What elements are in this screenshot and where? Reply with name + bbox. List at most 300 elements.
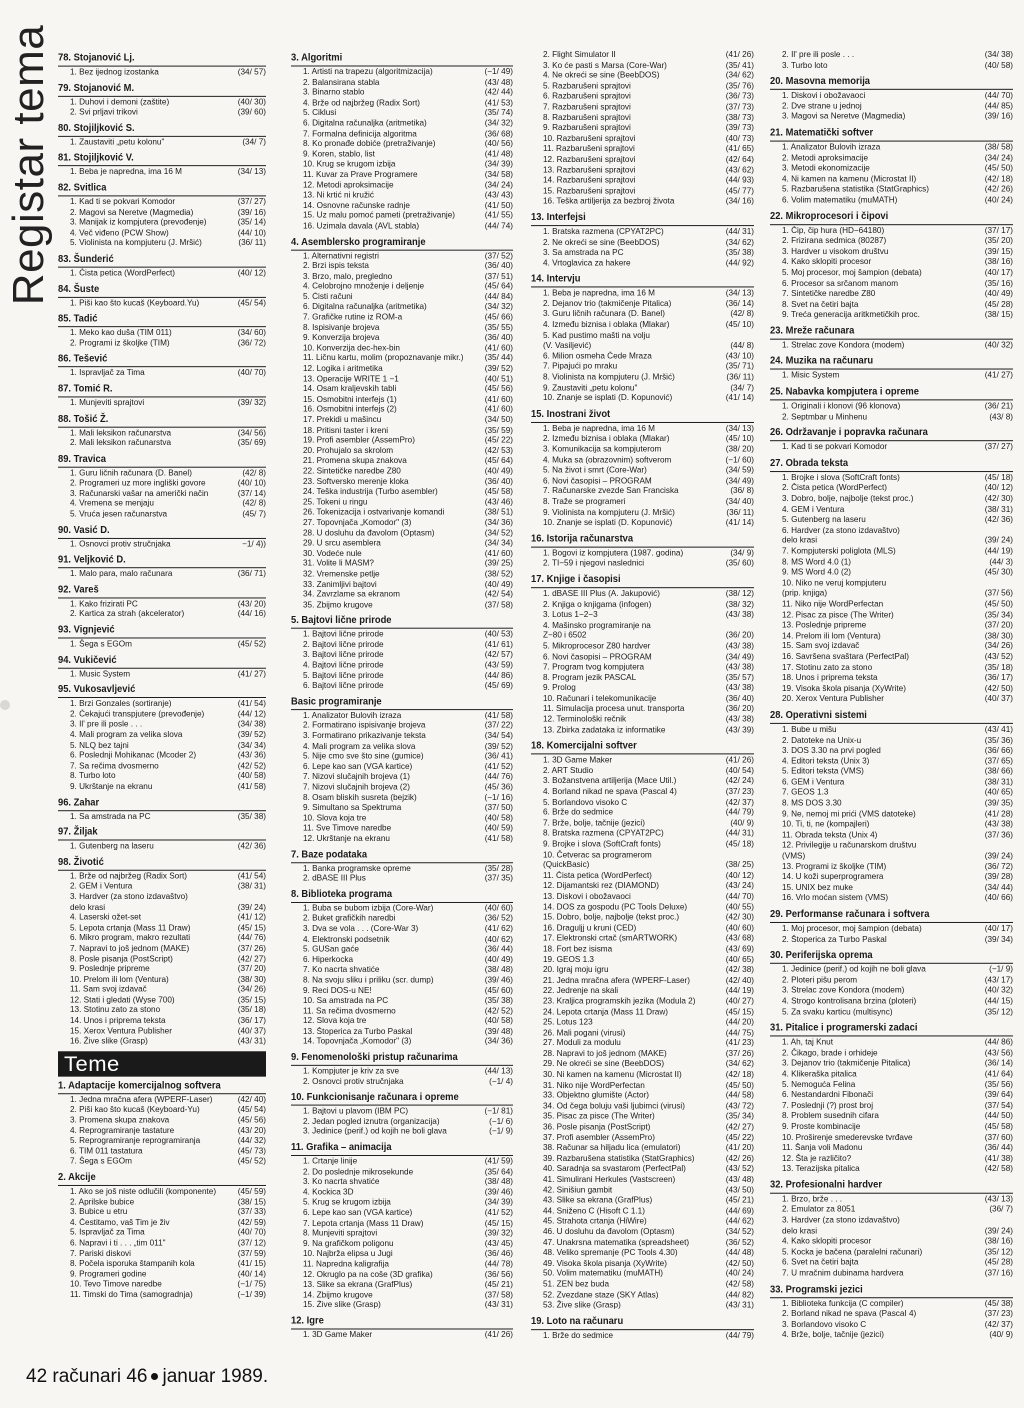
index-entry [531,892,754,902]
entry-reference: (40/ 73) [725,133,754,143]
entry-title: 3. Promena skupa znakova [70,1115,170,1125]
entry-title: 3. Brzo, malo, pregledno [303,271,393,281]
index-entry [291,67,513,77]
entry-title: 4. Mali program za velika slova [303,741,416,751]
section-title: 88. Tošić Ž. [58,413,109,425]
index-entry [531,476,754,486]
entry-reference: (41/ 23) [725,1038,754,1048]
index-entry [291,1239,513,1249]
entry-reference: (45/ 22) [484,435,513,445]
section-title: 10. Funkcionisanje računara i opreme [291,1092,459,1103]
index-entry [531,694,754,704]
entry-title: 11. Kuvar za Prave Programere [303,170,418,179]
entry-title: 4. Celobrojno množenje i deljenje [303,281,425,291]
entry-reference: (41/ 27) [237,669,266,679]
entry-reference: (37/ 65) [984,756,1013,766]
entry-title: 1. Duhovi i demoni (zaštite) [70,97,170,107]
entry-title: 3. Bubice u etru [70,1207,128,1217]
section-title: 16. Istorija računarstva [531,533,634,545]
index-entry [291,914,513,924]
index-entry [58,782,266,792]
section-title: 4. Asemblersko programiranje [291,236,426,248]
section-underline [58,667,266,668]
index-entry [531,808,754,818]
index-entry [291,986,513,996]
index-entry [531,1007,754,1017]
entry-title: 9. Na grafičkom poligonu [303,1239,394,1248]
index-entry [770,883,1013,894]
entry-reference: (39/ 16) [237,207,266,217]
index-entry [58,1259,266,1269]
entry-reference: (38/ 16) [984,1236,1013,1246]
index-entry [291,965,513,975]
entry-title: 1. Guru ličnih računara (D. Banel) [70,468,192,478]
index-entry [531,1175,754,1185]
entry-reference: (41/ 58) [484,834,513,843]
index-entry [291,549,513,559]
entry-reference: (−1/ 9) [989,964,1013,974]
entry-reference: (39/ 64) [984,1090,1013,1100]
entry-title: 25. Tokeni u ringu [303,497,368,507]
index-entry [531,134,754,144]
entry-title: 8. Svet na četiri bajta [782,299,859,309]
index-entry [291,762,513,772]
index-entry [531,1301,754,1311]
index-entry [58,228,266,238]
index-entry [531,673,754,683]
index-entry [291,457,513,467]
entry-title: 16. Teška artiljerija za bezbroj života [543,196,675,206]
entry-title: 7. Ko nacrta shvatiće [303,965,380,975]
entry-title: 9. Ukrštanje na ekranu [70,781,153,791]
entry-title: 10. Ti, ti, ne (kompajleri) [782,819,870,829]
entry-title: 33. Zanimljivi bajtovi [303,579,377,589]
index-entry [531,777,754,787]
entry-reference: (34/ 32) [484,302,513,312]
entry-reference: (37/ 12) [237,1238,266,1248]
entry-title: 1. Beba je napredna, ima 16 M [70,167,182,177]
entry-title: 3. Lotus 1−2−3 [543,610,598,619]
section-underline [291,1105,513,1106]
entry-title: 14. Zbijmo krugove [303,1290,373,1300]
entry-title: 1. Beba je napredna, ima 16 M [543,423,655,433]
entry-reference: (37/ 73) [725,102,754,112]
entry-title: 6. Napravi i ti . . . „tim 011" [70,1238,166,1248]
entry-title: 1. Artisti na trapezu (algoritmizacija) [303,67,433,77]
entry-title: 35. Zbijmo krugove [303,600,373,609]
index-entry [58,489,266,499]
entry-title: 11. Napredna kaligrafija [303,1259,389,1269]
entry-title: 10. Niko ne veruj kompjuteru [782,578,887,588]
section-underline [58,396,266,397]
entry-reference: (43/ 52) [984,652,1013,662]
index-entry [291,88,513,98]
index-entry [770,694,1013,705]
entry-title: 16. Vrlo moćan sistem (VMS) [782,893,889,903]
entry-reference: (39/ 35) [984,798,1013,808]
entry-title: 4. Mašinsko programiranje na [543,620,651,630]
section-underline [291,249,513,250]
index-entry [770,1330,1013,1341]
entry-title: (V. Vasiljević) [543,341,592,351]
entry-title: 7. Nizovi slučajnih brojeva (2) [303,782,410,792]
entry-title: 8. Ko pronađe dobiće (pretraživanje) [303,139,436,149]
entry-reference: (34/ 26) [984,641,1013,651]
entry-reference: (37/ 59) [237,1248,266,1258]
index-entry [58,1218,266,1228]
index-entry [770,547,1013,558]
index-entry [291,731,513,741]
entry-title: 6. GEM i Ventura [782,777,845,787]
entry-reference: (36/ 73) [725,91,754,101]
entry-reference: (36/ 56) [484,1269,513,1279]
entry-title: Z−80 i 6502 [543,631,587,640]
index-entry [770,526,1013,537]
entry-title: 22. Sintetičke naredbe Z80 [303,466,401,476]
entry-reference: (41/ 58) [484,710,513,720]
index-entry [770,300,1013,311]
entry-title: 28. Napravi to još jednom (MAKE) [543,1049,667,1058]
entry-title: 3. Hardver (za stono izdavaštvo) [70,892,188,901]
section-title: 84. Šuste [58,283,100,295]
index-entry [58,1105,266,1115]
entry-reference: (41/ 15) [237,1259,266,1269]
entry-title: 14. Topovnjača „Komodor" (3) [303,1037,412,1046]
index-entry [291,415,513,425]
entry-title: 9. Programeri godine [70,1269,147,1279]
index-entry [531,997,754,1007]
index-entry [291,1077,513,1087]
index-entry [58,892,266,902]
index-entry [58,540,266,550]
index-entry [531,642,754,652]
section-title: 8. Biblioteka programa [291,889,393,900]
entry-reference: (42/ 18) [984,174,1013,184]
entry-title: 2. Buket grafičkih naredbi [303,913,396,923]
index-entry [291,569,513,579]
entry-reference: (38/ 58) [984,142,1013,152]
entry-reference: (45/ 52) [237,639,266,649]
index-entry [531,1238,754,1248]
entry-reference: (45/ 58) [984,1121,1013,1131]
entry-reference: (42/ 57) [484,650,513,660]
entry-title: 35. Pisac za pisce (The Writer) [543,1111,655,1121]
section-title: 21. Matematički softver [770,127,874,139]
entry-reference: (44/ 19) [984,546,1013,556]
entry-title: 1. Piši kao što kucaš (Keyboard.Yu) [70,298,200,308]
entry-reference: (36/ 44) [984,1143,1013,1153]
topic-section [291,614,513,691]
section-title: 13. Interfejsi [531,212,586,224]
index-entry [291,405,513,415]
index-entry [58,1027,266,1037]
topic-section [58,413,266,449]
index-entry [770,652,1013,663]
entry-title: 17. Prekidi u mašincu [303,415,382,425]
topic-section [58,554,266,580]
entry-reference: (−1/ 49) [484,67,513,77]
index-entry [531,600,754,610]
entry-reference: (36/ 72) [984,861,1013,871]
entry-title: 12. Terminološki rečnik [543,714,627,724]
entry-reference: (43/ 24) [725,881,754,891]
index-entry [58,1187,266,1197]
entry-title: 4. Klikeraška pitalica [782,1069,857,1079]
index-entry [531,1154,754,1164]
index-entry [58,239,266,249]
entry-title: 29. Ne okreći se sine (BeebDOS) [543,1059,665,1069]
entry-reference: (40/ 24) [725,1269,754,1279]
entry-title: 4. Muka sa (obrazovnim) softverom [543,455,672,465]
section-title: 24. Muzika na računaru [770,356,874,368]
entry-reference: (42/ 59) [237,1217,266,1227]
entry-reference: (35/ 76) [725,81,754,91]
section-title: 33. Programski jezici [770,1283,863,1295]
index-entry [531,704,754,714]
index-entry [531,81,754,91]
entry-title: 1. Bratska razmena (CPYAT2PC) [543,226,664,236]
index-entry [770,830,1013,841]
entry-reference: (45/ 77) [725,186,754,196]
entry-title: 5. Mikroprocesor Z80 hardver [543,641,651,651]
entry-reference: (37/ 20) [984,620,1013,630]
entry-title: 5. Ciklusi [303,108,337,118]
entry-reference: (43/ 20) [237,599,266,609]
topic-section [291,888,513,1047]
index-entry [58,902,266,912]
entry-title: 9. Konverzija brojeva [303,333,380,343]
index-entry [531,1122,754,1132]
section-underline [58,638,266,639]
index-entry [770,1143,1013,1154]
section-underline [58,136,266,137]
entry-title: 10. Prelom ili lom (Ventura) [70,974,169,984]
entry-title: 3. Turbo loto [782,60,828,70]
entry-reference: (34/ 62) [725,1059,754,1069]
entry-reference: (41/ 52) [484,762,513,771]
entry-reference: (38/ 30) [237,974,266,984]
entry-title: 7. Nizovi slučajnih brojeva (1) [303,772,410,782]
entry-reference: (39/ 28) [984,872,1013,882]
entry-title: 1. Biblioteka funkcija (C compiler) [782,1298,904,1308]
index-entry [770,924,1013,935]
entry-reference: (39/ 52) [484,364,513,373]
entry-reference: (43/ 13) [984,1194,1013,1204]
entry-title: 2. Metodi aproksimacije [782,153,869,163]
index-entry [770,153,1013,164]
index-entry [291,1157,513,1167]
section-underline [531,225,754,226]
entry-reference: (43/ 56) [984,1048,1013,1058]
entry-reference: (35/ 38) [725,247,754,257]
entry-reference: (42/ 50) [725,1258,754,1268]
entry-reference: (34/ 24) [484,180,513,190]
entry-title: 2. Datoteke na Unix-u [782,735,862,745]
entry-title: 3. Il' pre ili posle . . . [70,719,143,729]
entry-reference: (40/ 49) [984,288,1013,298]
entry-title: 13. Ni krtić ni kružić [303,190,374,200]
entry-reference: (−1/ 4) [489,1077,513,1086]
entry-reference: (36/ 11) [238,238,266,248]
bullet-icon [151,1373,158,1380]
entry-title: 4. Kockica 3D [303,1187,354,1197]
entry-reference: (45/ 21) [484,1280,513,1289]
entry-title: 6. Novi časopisi – PROGRAM [543,476,652,486]
index-entry [531,466,754,476]
entry-title: 8. MS Word 4.0 (1) [782,557,852,567]
entry-title: 19. Visoka škola pisanja (XyWrite) [782,683,906,693]
entry-reference: (45/ 66) [484,312,513,322]
topic-section [770,908,1013,945]
entry-reference: (42/ 26) [725,1153,754,1163]
entry-reference: (35/ 12) [984,1247,1013,1257]
entry-reference: (37/ 52) [484,251,513,260]
index-entry [291,904,513,914]
binder-hole [0,700,10,710]
topic-section [770,1179,1013,1279]
entry-title: 7. U mračnim dubinama hardvera [782,1268,904,1278]
entry-reference: (37/ 20) [237,964,266,974]
index-entry [58,298,266,308]
index-entry [291,742,513,752]
section-title: 97. Žiljak [58,826,98,838]
entry-reference: (43/ 41) [984,724,1013,734]
entry-reference: (35/ 59) [484,425,513,435]
index-entry [291,955,513,965]
entry-reference: (40/ 53) [484,629,513,639]
index-entry [770,735,1013,746]
section-underline [770,471,1013,472]
entry-title: 11. Šanja voli Madonu [782,1143,863,1153]
entry-reference: (43/ 17) [984,975,1013,985]
entry-title: 6. Brže do sedmice [543,808,614,817]
index-entry [531,299,754,309]
entry-reference: (37/ 27) [984,442,1013,452]
index-entry [291,945,513,955]
index-entry [291,119,513,129]
entry-title: 1. Ah, taj Knut [782,1037,833,1047]
index-entry [291,78,513,88]
entry-title: 7. Sa rečima dvosmerno [70,761,159,771]
entry-reference: (34/ 39) [484,1198,513,1207]
entry-title: 7. Grafičke rutine iz ROM-a [303,312,403,322]
index-entry [770,50,1013,61]
entry-title: 9. Razbarušeni sprajtovi [543,123,631,133]
entry-reference: (40/ 49) [484,955,513,964]
entry-reference: (37/ 51) [484,271,513,281]
entry-title: 2. Frizirana sedmica (80287) [782,236,887,246]
section-title: 86. Tešević [58,353,108,365]
entry-reference: (37/ 27) [237,197,266,207]
topic-section [531,740,754,1311]
section-title: 80. Stojiljković S. [58,122,135,134]
index-entry [531,123,754,133]
index-entry [770,663,1013,674]
entry-title: 45. Strahota crtanja (HiWire) [543,1216,647,1226]
entry-title: 15. Žive slike (Grasp) [303,1300,381,1310]
page-footer [26,1366,268,1388]
entry-reference: (36/ 66) [984,745,1013,755]
entry-reference: (34/ 24) [984,153,1013,163]
entry-title: 11. Sve Timove naredbe [303,823,392,833]
entry-title: 1. Brže od najbržeg (Radix Sort) [70,871,187,881]
entry-reference: (34/ 7) [730,383,754,392]
topic-section [58,383,266,409]
section-underline [531,1329,754,1330]
entry-reference: (40/ 60) [484,903,513,913]
section-title: 87. Tomić R. [58,383,113,395]
entry-reference: (39/ 24) [984,1226,1013,1236]
section-underline [291,66,513,67]
entry-title: 10. Najbrža elipsa u Jugi [303,1249,393,1259]
entry-reference: (36/ 20) [725,704,754,714]
entry-title: 1. Kad ti se pokvari Komodor [70,197,176,207]
index-entry [531,1081,754,1091]
entry-reference: (40/ 65) [725,954,754,964]
entry-title: 9. Ne, nemoj mi prići (VMS datoteke) [782,809,916,819]
entry-title: 4. Vrtoglavica za hakere [543,258,631,268]
section-underline [291,709,513,710]
index-entry [58,269,266,279]
index-entry [770,412,1013,423]
entry-title: 30. Vodeće nule [303,548,362,558]
entry-title: 13. Programi iz školjke (TIM) [782,861,887,871]
section-title: Basic programiranje [291,696,382,708]
entry-reference: (36/ 20) [725,631,754,640]
section-title: 23. Mreže računara [770,325,855,337]
entry-title: 6. Procesor sa srčanom manom [782,278,899,288]
entry-reference: (40/ 49) [484,579,513,589]
index-entry [770,820,1013,831]
entry-reference: (44/ 85) [984,101,1013,111]
entry-reference: (38/ 73) [725,112,754,122]
entry-title: 13. Poslednje pripreme [782,620,867,630]
index-entry [291,1017,513,1027]
entry-title: 2. Aprilske bubice [70,1197,135,1207]
entry-reference: (36/ 17) [237,1016,266,1025]
entry-title: 6. Digitalna računaljka (aritmetika) [303,302,427,312]
section-underline [58,697,266,698]
entry-reference: (38/ 52) [484,569,513,579]
index-entry [58,842,266,852]
index-entry [770,1048,1013,1059]
index-entry [291,874,513,884]
entry-title: 1. Analizator Bulovih izraza [303,710,402,720]
index-entry [531,331,754,341]
section-underline [58,597,266,598]
entry-title: 10. Tevo Timove naredbe [70,1279,162,1289]
index-entry [291,528,513,538]
entry-reference: (35/ 34) [984,609,1013,619]
section-underline [770,141,1013,142]
index-entry [770,725,1013,736]
entry-reference: (45/ 60) [484,985,513,995]
index-entry [531,508,754,518]
entry-reference: (45/ 50) [984,163,1013,173]
entry-title: 10. Krug se krugom izbija [303,159,396,169]
entry-title: 1. Kad ti se pokvari Komodor [782,442,888,452]
entry-title: 2. Do poslednje mikrosekunde [303,1167,414,1176]
entry-title: 1. Brojke i slova (SoftCraft fonts) [782,472,900,482]
index-entry [291,302,513,312]
topic-section [770,386,1013,423]
index-entry [58,639,266,649]
index-entry [531,934,754,944]
entry-reference: (39/ 73) [725,123,754,133]
entry-title: 3. Dva se vola . . . (Core-War 3) [303,924,419,933]
entry-reference: (43/ 72) [725,1101,754,1111]
entry-title: 5. Bajtovi lične prirode [303,670,384,680]
